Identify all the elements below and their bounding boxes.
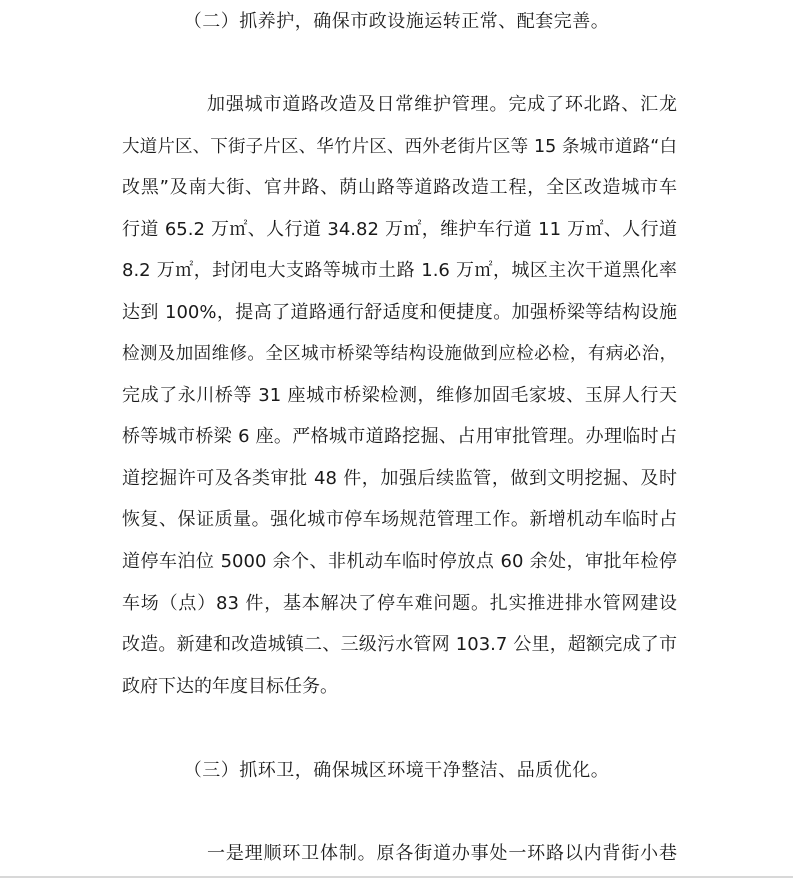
paragraph-line: 道挖掘许可及各类审批 48 件，加强后续监管，做到文明挖掘、及时 <box>122 468 677 489</box>
paragraph-line: 行道 65.2 万㎡、人行道 34.82 万㎡，维护车行道 11 万㎡、人行道 <box>122 219 677 240</box>
paragraph-line: 改造。新建和改造城镇二、三级污水管网 103.7 公里，超额完成了市 <box>122 634 677 655</box>
paragraph-line: 桥等城市桥梁 6 座。严格城市道路挖掘、占用审批管理。办理临时占 <box>122 426 677 447</box>
paragraph-line: 车场（点）83 件，基本解决了停车难问题。扎实推进排水管网建设 <box>122 593 677 614</box>
paragraph-line: 恢复、保证质量。强化城市停车场规范管理工作。新增机动车临时占 <box>122 509 677 530</box>
paragraph-line: 大道片区、下街子片区、华竹片区、西外老街片区等 15 条城市道路“白 <box>122 137 677 157</box>
paragraph-line: 检测及加固维修。全区城市桥梁等结构设施做到应检必检，有病必治， <box>122 344 677 364</box>
paragraph-line: 达到 100%，提高了道路通行舒适度和便捷度。加强桥梁等结构设施 <box>122 302 677 323</box>
section-3-heading: （三）抓环卫，确保城区环境干净整洁、品质优化。 <box>183 760 610 781</box>
section-3-paragraph-line: 一是理顺环卫体制。原各街道办事处一环路以内背街小巷 <box>207 843 677 864</box>
paragraph-line: 完成了永川桥等 31 座城市桥梁检测，维修加固毛家坡、玉屏人行天 <box>122 385 677 406</box>
paragraph-line: 改黑”及南大街、官井路、荫山路等道路改造工程，全区改造城市车 <box>122 177 677 198</box>
paragraph-line: 政府下达的年度目标任务。 <box>122 676 338 697</box>
paragraph-line: 8.2 万㎡，封闭电大支路等城市土路 1.6 万㎡，城区主次干道黑化率 <box>122 260 677 281</box>
paragraph-line: 道停车泊位 5000 余个、非机动车临时停放点 60 余处，审批年检停 <box>122 551 677 572</box>
section-2-heading: （二）抓养护，确保市政设施运转正常、配套完善。 <box>183 11 610 32</box>
paragraph-line: 加强城市道路改造及日常维护管理。完成了环北路、汇龙 <box>207 94 677 115</box>
page-divider <box>0 876 793 878</box>
